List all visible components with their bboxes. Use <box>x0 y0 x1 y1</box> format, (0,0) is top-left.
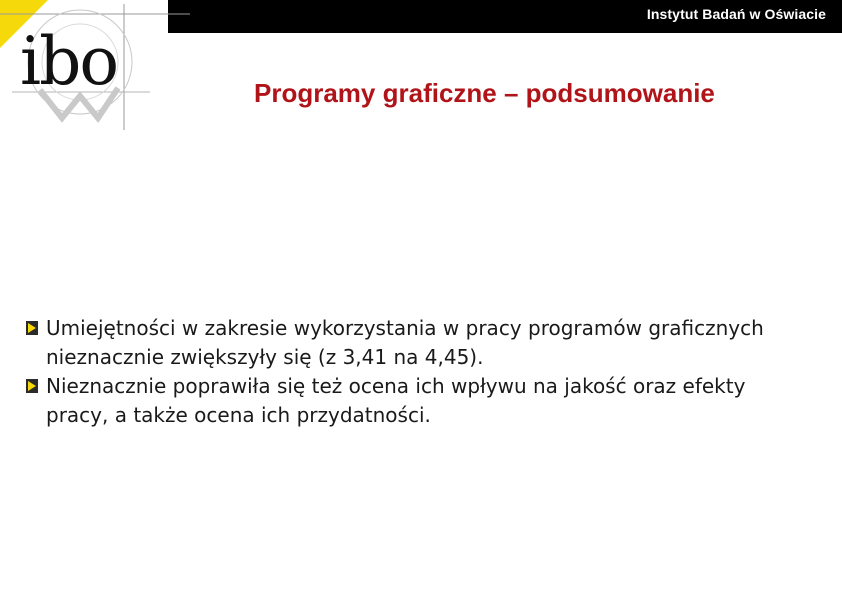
bullet-list <box>26 314 796 430</box>
bullet-item <box>26 314 796 372</box>
bullet-text: Umiejętności w zakresie wykorzystania w pracy programów graficznych nieznacznie zwiększyły się (z 3,41 na 4,45). <box>46 316 764 369</box>
header-bar <box>168 0 842 33</box>
bullet-text: Nieznacznie poprawiła się też ocena ich wpływu na jakość oraz efekty pracy, a także ocena ich przydatności. <box>46 374 746 427</box>
slide-title: Programy graficzne – podsumowanie <box>254 78 715 108</box>
logo-text: ibo <box>20 23 118 100</box>
bullet-item <box>26 372 796 430</box>
institute-name: Instytut Badań w Oświacie <box>646 6 826 22</box>
yellow-triangle-arrow-icon <box>26 321 38 335</box>
yellow-triangle-arrow-icon <box>26 379 38 393</box>
ibo-logo <box>0 0 195 135</box>
